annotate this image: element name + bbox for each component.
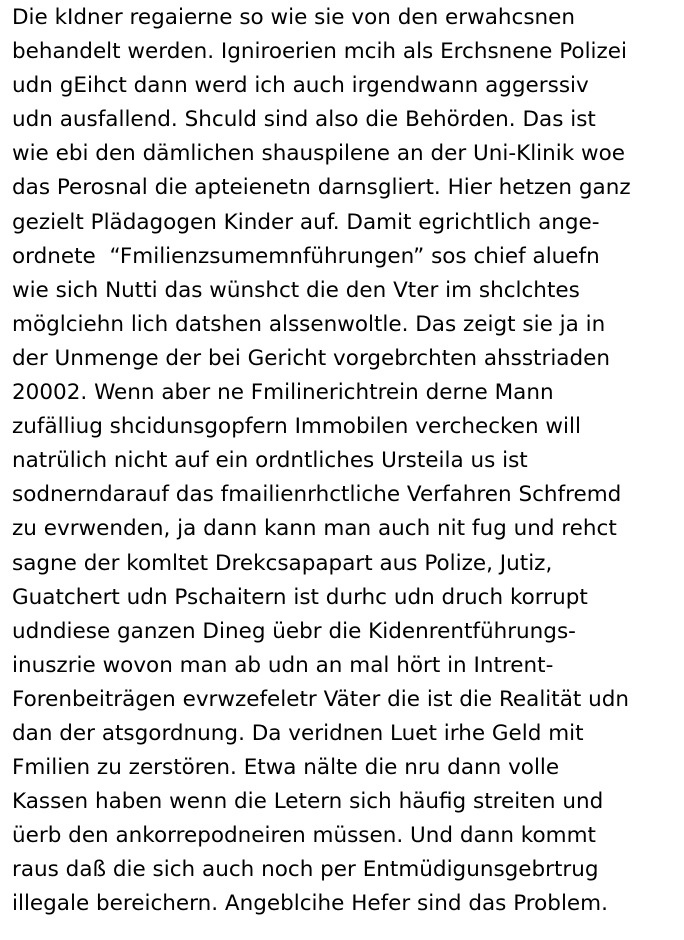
text-line-27: illegale bereichern. Angeblcihe Hefer sind das Problem.	[12, 891, 608, 917]
text-line-15: sodnerndarauf das fmailienrhctliche Verfahren Schfremd	[12, 482, 622, 508]
text-line-4: udn ausfallend. Shculd sind also die Behörden. Das ist	[12, 107, 596, 133]
text-line-10: möglciehn lich datshen alssenwoltle. Das zeigt sie ja in	[12, 311, 606, 337]
text-line-11: der Unmenge der bei Gericht vorgebrchten ahsstriaden	[12, 345, 610, 371]
text-line-16: zu evrwenden, ja dann kann man auch nit fug und rehct	[12, 516, 617, 542]
text-line-23: Fmilien zu zerstören. Etwa nälte die nru dann volle	[12, 755, 560, 781]
text-line-5: wie ebi den dämlichen shauspilene an der Uni-Klinik woe	[12, 141, 626, 167]
text-line-7: gezielt Plädagogen Kinder auf. Damit egrichtlich ange-	[12, 209, 600, 235]
text-line-22: dan der atsgordnung. Da veridnen Luet irhe Geld mit	[12, 720, 584, 746]
text-line-24: Kassen haben wenn die Letern sich häufig streiten und	[12, 789, 604, 815]
text-line-20: inuszrie wovon man ab udn an mal hört in Intrent-	[12, 652, 554, 678]
text-line-14: natrülich nicht auf ein ordntliches Ursteila us ist	[12, 448, 528, 474]
body-text	[12, 1, 680, 922]
text-line-17: sagne der komltet Drekcsapapart aus Polize, Jutiz,	[12, 550, 553, 576]
text-line-18: Guatchert udn Pschaitern ist durhc udn druch korrupt	[12, 584, 588, 610]
text-line-26: raus daß die sich auch noch per Entmüdigunsgebrtrug	[12, 857, 599, 883]
text-line-12: 20002. Wenn aber ne Fmilinerichtrein derne Mann	[12, 380, 554, 406]
text-line-2: behandelt werden. Igniroerien mcih als Erchsnene Polizei	[12, 39, 628, 65]
text-line-6: das Perosnal die apteienetn darnsgliert. Hier hetzen ganz	[12, 175, 631, 201]
text-line-25: üerb den ankorrepodneiren müssen. Und dann kommt	[12, 823, 596, 849]
text-line-13: zufälliug shcidunsgopfern Immobilen verchecken will	[12, 414, 581, 440]
text-line-1: Die kIdner regaierne so wie sie von den erwahcsnen	[12, 5, 575, 30]
text-line-3: udn gEihct dann werd ich auch irgendwann aggerssiv	[12, 73, 589, 99]
text-line-19: udndiese ganzen Dineg üebr die Kidenrentführungs-	[12, 618, 576, 644]
text-line-8: ordnete “Fmilienzsumemnführungen” sos chief aluefn	[12, 243, 600, 269]
text-line-9: wie sich Nutti das wünshct die den Vter im shclchtes	[12, 277, 580, 303]
text-line-21: Forenbeiträgen evrwzefeletr Väter die ist die Realität udn	[12, 686, 630, 712]
